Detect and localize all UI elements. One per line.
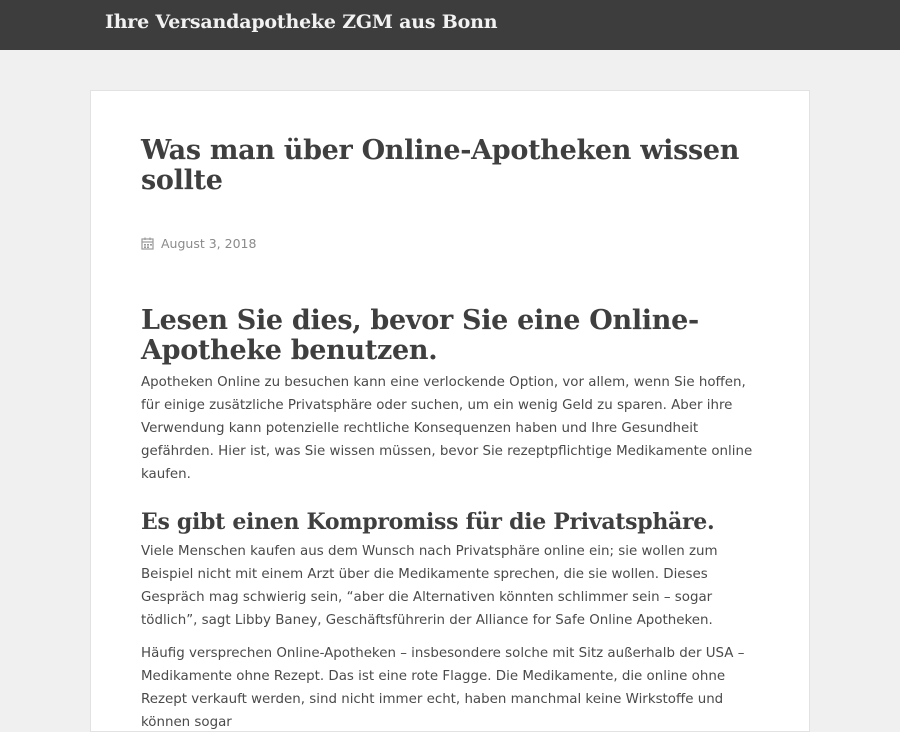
site-header: [0, 0, 900, 50]
section-paragraph-3: Häufig versprechen Online-Apotheken – insbesondere solche mit Sitz außerhalb der USA – Medikamente ohne Rezept. Das ist eine rote Flagge. Die Medikamente, die online ohne Rezept verkauft werden, sind nicht immer echt, haben manchmal keine Wirkstoffe und können sogar: [141, 646, 745, 730]
article-title: Was man über Online-Apotheken wissen sollte: [141, 135, 740, 196]
post-date-link[interactable]: August 3, 2018: [161, 235, 257, 251]
section-heading-1: Lesen Sie dies, bevor Sie eine Online-Apotheke benutzen.: [141, 305, 699, 366]
calendar-icon: [141, 237, 154, 250]
post-meta: [141, 234, 759, 252]
section-paragraph-2: Viele Menschen kaufen aus dem Wunsch nach Privatsphäre online ein; sie wollen zum Beispiel nicht mit einem Arzt über die Medikamente sprechen, die sie wollen. Dieses Gespräch mag schwierig sein, “aber die Alternativen könnten schlimmer sein – sogar tödlich”, sagt Libby Baney, Geschäftsführerin der Alliance for Safe Online Apotheken.: [141, 544, 718, 628]
section-paragraph-1: Apotheken Online zu besuchen kann eine verlockende Option, vor allem, wenn Sie hoffen, für einige zusätzliche Privatsphäre oder suchen, um ein wenig Geld zu sparen. Aber ihre Verwendung kann potenzielle rechtliche Konsequenzen haben und Ihre Gesundheit gefährden. Hier ist, was Sie wissen müssen, bevor Sie rezeptpflichtige Medikamente online kaufen.: [141, 375, 753, 482]
article-card: [90, 90, 810, 732]
section-heading-2: Es gibt einen Kompromiss für die Privatsphäre.: [141, 509, 715, 535]
article-content: [141, 136, 759, 732]
site-title-link[interactable]: Ihre Versandapotheke ZGM aus Bonn: [105, 11, 498, 33]
